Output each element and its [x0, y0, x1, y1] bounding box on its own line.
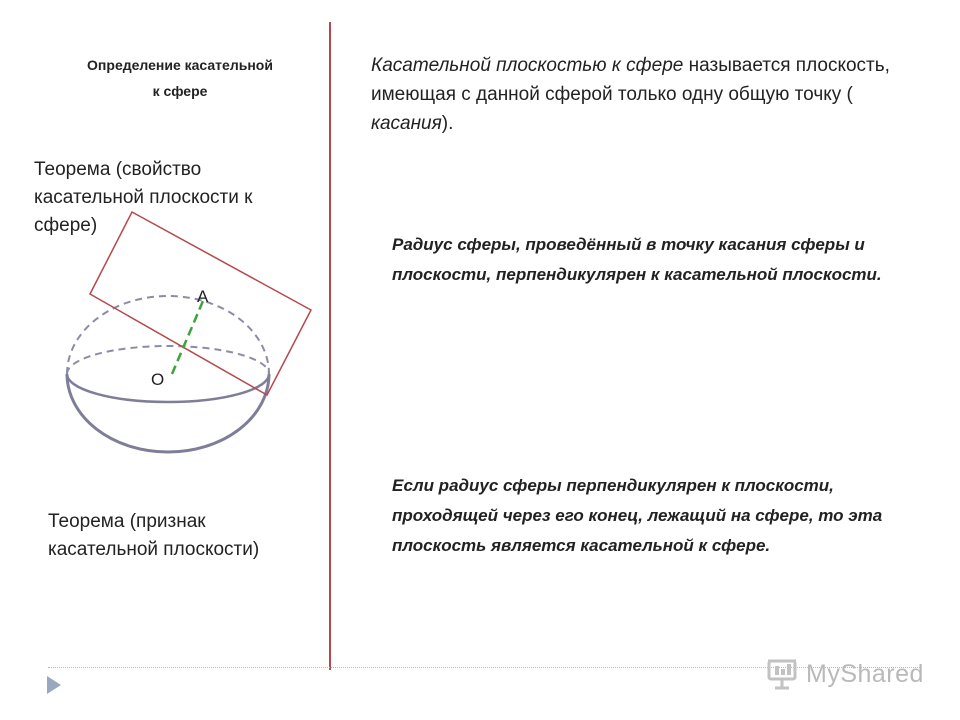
point-o-label: О	[151, 370, 165, 389]
definition-heading	[30, 52, 330, 104]
theorem-sign-label: Теорема (признак касательной плоскости)	[48, 511, 260, 560]
point-a-label: А	[197, 287, 209, 306]
sphere-lower-arc	[67, 374, 269, 452]
theorem-sign-text: Если радиус сферы перпендикулярен к плоскости, проходящей через его конец, лежащий на сфере, то эта плоскость является касательной к сфере.	[392, 476, 883, 555]
definition-heading-line1: Определение касательной	[87, 57, 273, 73]
sphere-upper-arc	[67, 296, 269, 374]
sphere-plane-figure	[50, 200, 330, 460]
theorem-property-label: Теорема (свойство касательной плоскости к сфере)	[34, 159, 253, 236]
definition-body: называется плоскость, имеющая с данной сферой только одну общую точку (	[371, 55, 890, 105]
presentation-icon	[766, 656, 804, 692]
definition-term-touch: касания	[371, 113, 442, 134]
triangle-right-icon[interactable]	[44, 674, 64, 696]
radius-oa	[172, 301, 203, 374]
equator-back	[67, 346, 269, 374]
definition-heading-line2: к сфере	[152, 83, 208, 99]
definition-text	[371, 51, 911, 138]
watermark-text: MyShared	[806, 660, 924, 688]
definition-end: ).	[441, 113, 454, 134]
theorem-property-text: Радиус сферы, проведённый в точку касания сферы и плоскости, перпендикулярен к касательной плоскости.	[392, 235, 882, 284]
definition-term: Касательной плоскостью к сфере	[371, 55, 684, 76]
